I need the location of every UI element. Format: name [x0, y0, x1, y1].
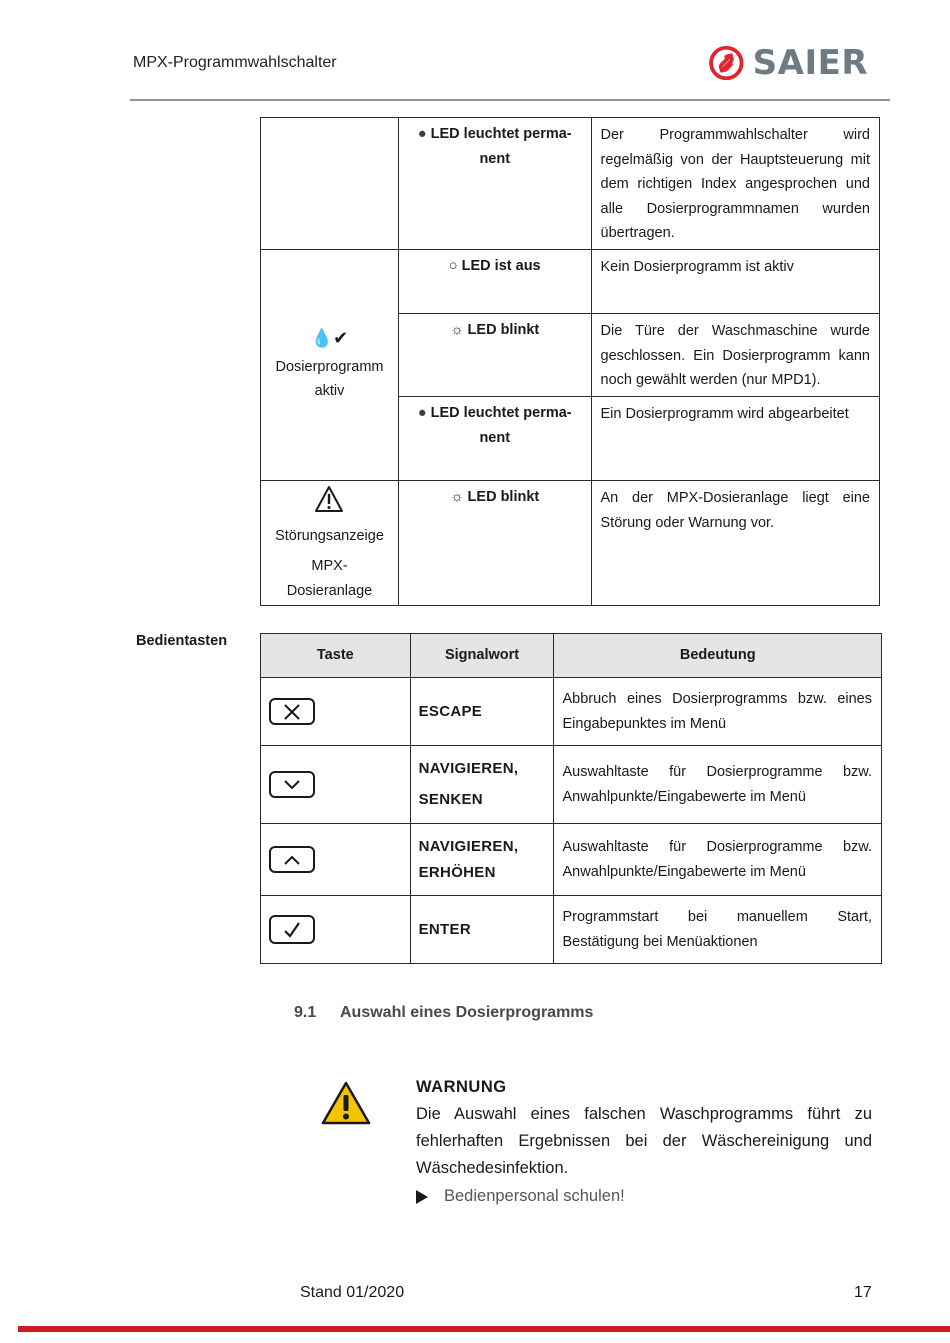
led-state-text: LED ist aus: [461, 258, 541, 274]
document-title: MPX-Programmwahlschalter: [133, 54, 337, 71]
key-meaning: Auswahltaste für Dosierprogramme bzw. Anwahlpunkte/Eingabewerte im Menü: [554, 824, 882, 896]
close-key-icon: [269, 698, 315, 725]
table-header-row: [261, 634, 882, 678]
led-blink-icon: ☼: [450, 489, 464, 505]
led-description: Der Programmwahlschalter wird regelmäßig von der Hauptsteuerung mit dem richtigen Index angesprochen und alle Dosierprogrammnamen wurden übertragen.: [591, 118, 880, 250]
saier-logo-icon: [708, 39, 745, 87]
table-row: [261, 824, 882, 896]
led-state-text: LED leuchtet perma- nent: [430, 126, 572, 167]
header-divider: [130, 99, 890, 101]
signal-word-line: SENKEN: [418, 791, 483, 808]
column-header: Taste: [261, 634, 411, 678]
led-state-cell: [398, 118, 591, 250]
led-on-icon: ●: [417, 126, 427, 142]
table-row: [261, 896, 882, 964]
dosing-active-cell: [261, 250, 399, 481]
section-number: 9.1: [294, 1004, 317, 1021]
led-state-cell: [398, 314, 591, 397]
warning-action: [416, 1183, 872, 1210]
drop-check-icon: 💧✔: [310, 328, 349, 349]
signal-word: [410, 824, 554, 896]
fault-indicator-cell: [261, 481, 399, 606]
led-description: Kein Dosierprogramm ist aktiv: [591, 250, 880, 314]
column-header: Bedeutung: [554, 634, 882, 678]
group-label: Störungsanzeige: [275, 527, 384, 544]
led-state-text: LED blinkt: [467, 489, 540, 505]
chevron-down-key-icon: [269, 771, 315, 798]
led-on-icon: ●: [417, 405, 427, 421]
led-state-cell: [398, 481, 591, 606]
led-state-text: LED leuchtet perma- nent: [430, 405, 572, 446]
led-description: Ein Dosierprogramm wird abgearbeitet: [591, 397, 880, 481]
table-row: [261, 118, 880, 250]
led-description: An der MPX-Dosieranlage liegt eine Störung oder Warnung vor.: [591, 481, 880, 606]
led-state-cell: [398, 397, 591, 481]
footer-bar: [18, 1326, 950, 1332]
chevron-up-key-icon: [269, 846, 315, 873]
led-blink-icon: ☼: [450, 322, 464, 338]
warning-text: Die Auswahl eines falschen Waschprogramms führt zu fehlerhaften Ergebnissen bei der Wäschereinigung und Wäschedesinfektion.: [416, 1105, 872, 1177]
signal-word: ENTER: [410, 896, 554, 964]
warning-heading: WARNUNG: [416, 1078, 507, 1096]
section-title: Auswahl eines Dosierprogramms: [340, 1004, 594, 1021]
footer-date: Stand 01/2020: [300, 1284, 405, 1301]
signal-word: ESCAPE: [410, 678, 554, 746]
table-row: [261, 250, 880, 314]
led-status-table: [260, 117, 880, 606]
operating-keys-table: [260, 633, 882, 964]
warning-action-text: Bedienpersonal schulen!: [444, 1187, 625, 1205]
key-cell: [261, 678, 411, 746]
table-row: [261, 678, 882, 746]
led-off-icon: ○: [448, 258, 458, 274]
warning-triangle-icon: [314, 485, 344, 513]
led-description: Die Türe der Waschmaschine wurde geschlossen. Ein Dosierprogramm kann noch gewählt werden (nur MPD1).: [591, 314, 880, 397]
key-cell: [261, 746, 411, 824]
check-key-icon: [269, 915, 315, 944]
group-label: Dosierprogramm aktiv: [275, 358, 384, 400]
led-state-cell: [398, 250, 591, 314]
key-meaning: Abbruch eines Dosierprogramms bzw. eines Eingabepunktes im Menü: [554, 678, 882, 746]
warning-icon: [320, 1080, 372, 1126]
signal-word-line: ERHÖHEN: [418, 863, 496, 881]
arrow-right-icon: [416, 1190, 428, 1204]
signal-word-line: NAVIGIEREN,: [418, 837, 519, 855]
key-meaning: Programmstart bei manuellem Start, Bestätigung bei Menüaktionen: [554, 896, 882, 964]
page-number: 17: [854, 1284, 872, 1301]
column-header: Signalwort: [410, 634, 554, 678]
empty-cell: [261, 118, 399, 250]
saier-logo: [708, 38, 868, 88]
key-cell: [261, 824, 411, 896]
group-label: MPX-Dosieranlage: [286, 558, 373, 599]
warning-block: [416, 1074, 872, 1210]
table-row: [261, 481, 880, 606]
signal-word-line: NAVIGIEREN,: [418, 760, 519, 777]
table-row: [261, 746, 882, 824]
operating-keys-label: Bedientasten: [136, 633, 228, 649]
signal-word: [410, 746, 554, 824]
logo-wordmark: SAIER: [752, 43, 868, 83]
key-meaning: Auswahltaste für Dosierprogramme bzw. Anwahlpunkte/Eingabewerte im Menü: [554, 746, 882, 824]
key-cell: [261, 896, 411, 964]
led-state-text: LED blinkt: [467, 322, 540, 338]
